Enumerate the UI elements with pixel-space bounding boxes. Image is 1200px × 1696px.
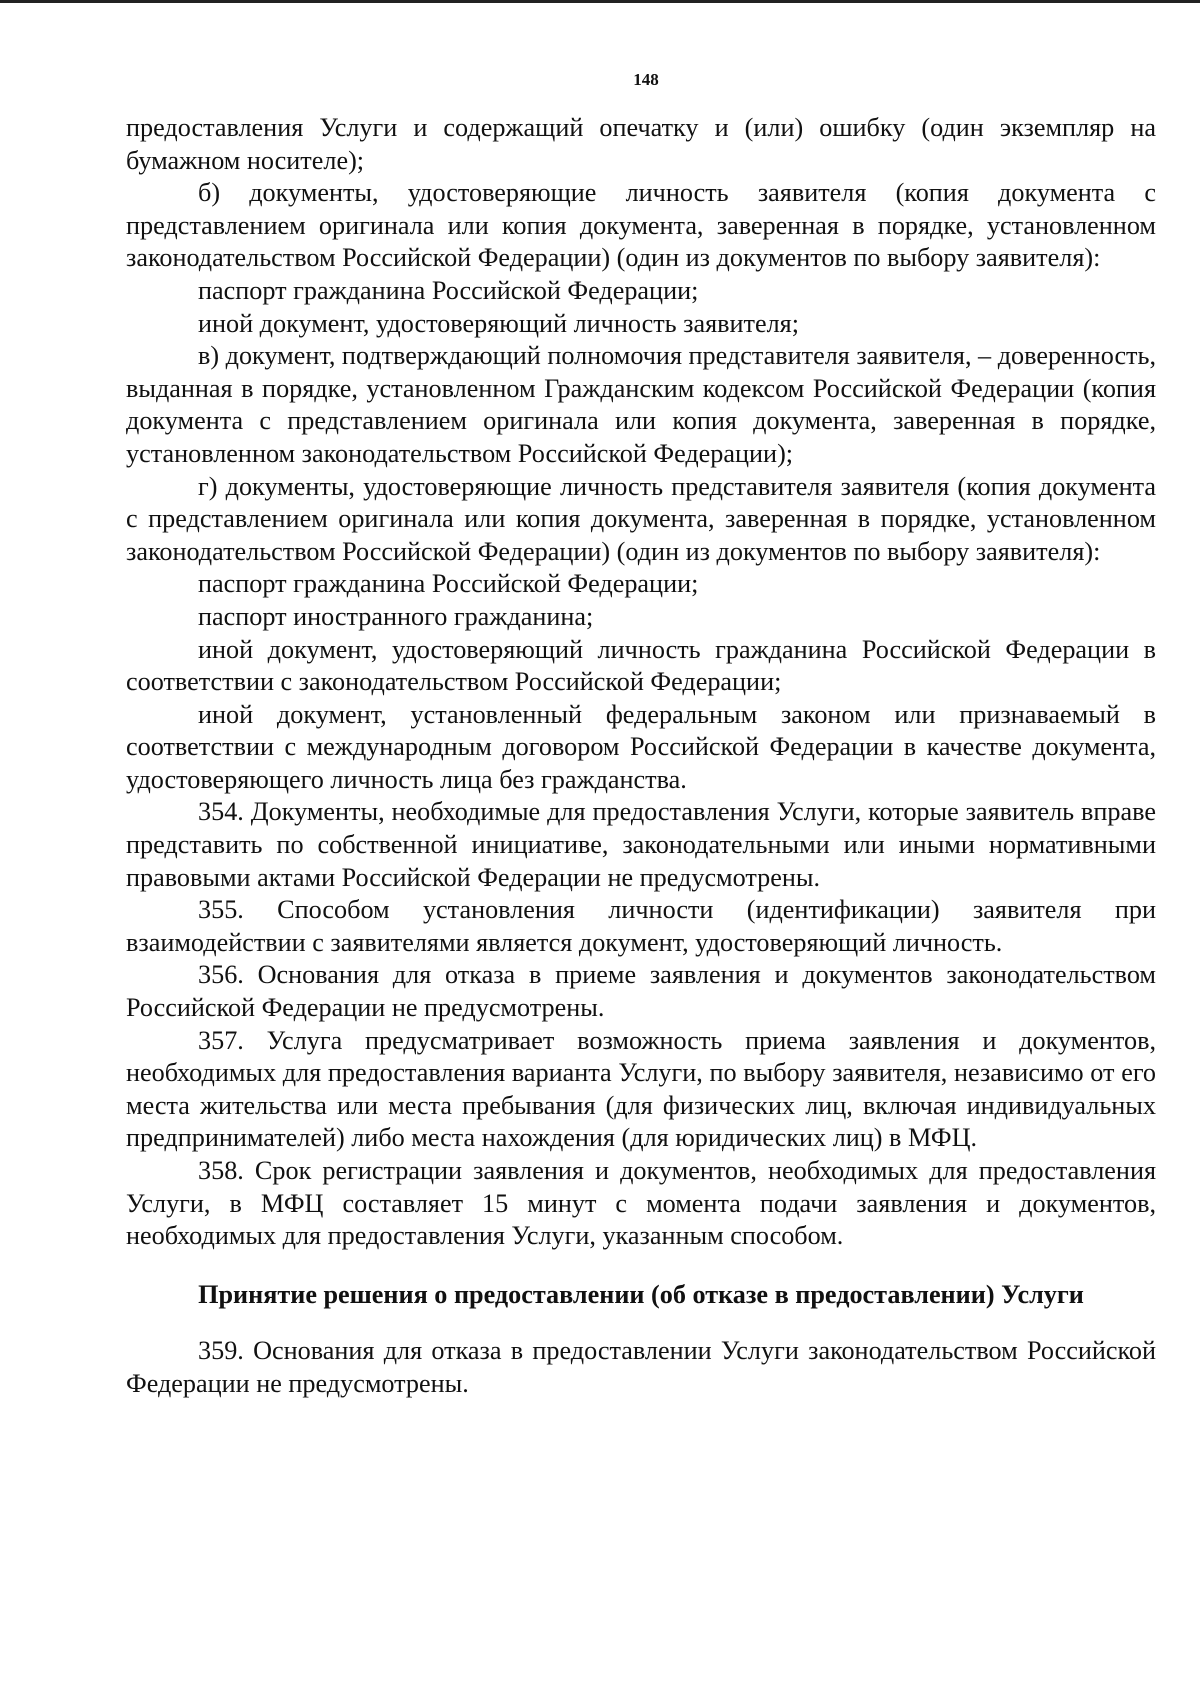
paragraph-item-v: в) документ, подтверждающий полномочия представителя заявителя, – доверенность, выданная в порядке, установленном Гражданским кодексом Российской Федерации (копия документа с представлением оригинала или копия документа, заверенная в порядке, установленном законодательством Российской Федерации); [126,341,1156,468]
document-page [126,70,1156,1401]
paragraph-357: 357. Услуга предусматривает возможность приема заявления и документов, необходимых для предоставления варианта Услуги, по выбору заявителя, независимо от его места жительства или места пребывания (для физических лиц, включая индивидуальных предпринимателей) либо места нахождения (для юридических лиц) в МФЦ. [126,1025,1156,1153]
paragraph-item-b: б) документы, удостоверяющие личность заявителя (копия документа с представлением оригинала или копия документа, заверенная в порядке, установленном законодательством Российской Федерации) (один из документов по выбору заявителя): [126,178,1156,273]
paragraph-358: 358. Срок регистрации заявления и документов, необходимых для предоставления Услуги, в МФЦ составляет 15 минут с момента подачи заявления и документов, необходимых для предоставления Услуги, указанным способом. [126,1156,1156,1251]
list-item-passport-rf: паспорт гражданина Российской Федерации; [198,275,699,305]
top-border-line [0,0,1200,3]
list-item-stateless-document: иной документ, установленный федеральным законом или признаваемый в соответствии с международным договором Российской Федерации в качестве документа, удостоверяющего личность лица без гражданства. [126,699,1156,794]
list-item-passport-rf-representative: паспорт гражданина Российской Федерации; [198,569,699,599]
list-item-foreign-passport: паспорт иностранного гражданина; [198,601,594,631]
paragraph-359: 359. Основания для отказа в предоставлении Услуги законодательством Российской Федерации не предусмотрены. [126,1336,1156,1398]
paragraph-355: 355. Способом установления личности (идентификации) заявителя при взаимодействии с заявителями является документ, удостоверяющий личность. [126,895,1156,957]
page-number: 148 [633,70,659,89]
paragraph-item-g: г) документы, удостоверяющие личность представителя заявителя (копия документа с представлением оригинала или копия документа, заверенная в порядке, установленном законодательством Российской Федерации) (один из документов по выбору заявителя): [126,471,1156,566]
paragraph-356: 356. Основания для отказа в приеме заявления и документов законодательством Российской Федерации не предусмотрены. [126,960,1156,1023]
list-item-other-document: иной документ, удостоверяющий личность заявителя; [198,308,800,338]
paragraph-354: 354. Документы, необходимые для предоставления Услуги, которые заявитель вправе представить по собственной инициативе, законодательными или иными нормативными правовыми актами Российской Федерации не предусмотрены. [126,797,1156,892]
list-item-other-citizen-document: иной документ, удостоверяющий личность гражданина Российской Федерации в соответствии с законодательством Российской Федерации; [126,634,1156,697]
section-heading: Принятие решения о предоставлении (об отказе в предоставлении) Услуги [198,1279,1084,1309]
paragraph-continuation: предоставления Услуги и содержащий опечатку и (или) ошибку (один экземпляр на бумажном носителе); [126,113,1156,175]
